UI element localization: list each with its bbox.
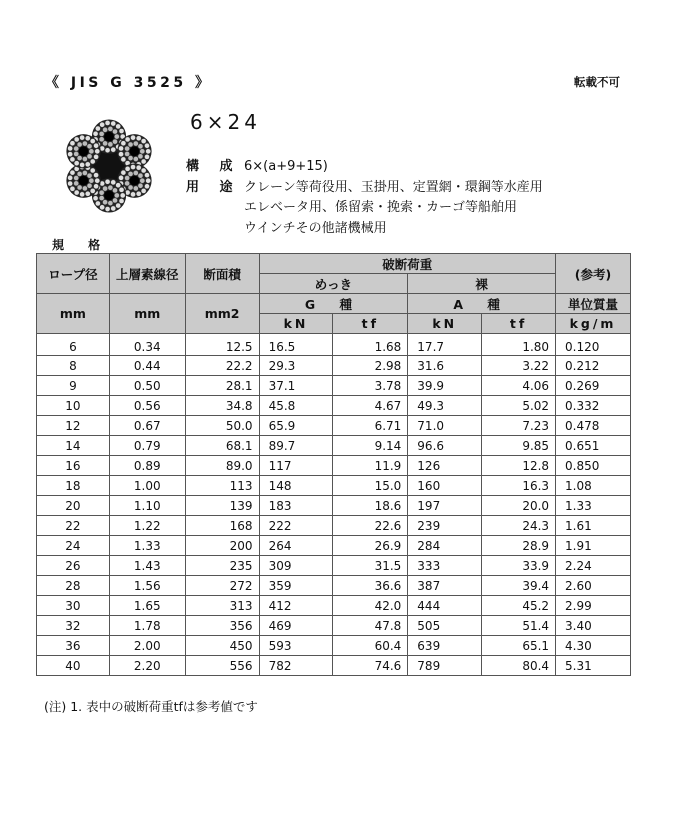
area-cell: 28.1 xyxy=(185,376,259,396)
galv-tf-cell: 42.0 xyxy=(333,596,408,616)
unit-mass-cell: 0.269 xyxy=(556,376,631,396)
wire-dia-header: 上層素線径 xyxy=(109,254,185,294)
area-cell: 556 xyxy=(185,656,259,676)
galv-kn-cell: 65.9 xyxy=(259,416,333,436)
bare-kn-cell: 31.6 xyxy=(408,356,482,376)
unit-mass-cell: 0.212 xyxy=(556,356,631,376)
table-row xyxy=(37,536,631,556)
unit-mass-cell: 1.61 xyxy=(556,516,631,536)
galv-kn-cell: 469 xyxy=(259,616,333,636)
bare-tf-cell: 51.4 xyxy=(482,616,556,636)
unit-mass-cell: 0.332 xyxy=(556,396,631,416)
area-cell: 22.2 xyxy=(185,356,259,376)
table-row xyxy=(37,516,631,536)
rope-dia-cell: 36 xyxy=(37,636,110,656)
usage-line: エレベータ用、係留索・挽索・カーゴ等船舶用 xyxy=(244,200,518,215)
wire-dia-cell: 0.67 xyxy=(109,416,185,436)
area-cell: 68.1 xyxy=(185,436,259,456)
ref-header: (参考) xyxy=(556,254,631,294)
rope-dia-cell: 8 xyxy=(37,356,110,376)
galv-kn-cell: 309 xyxy=(259,556,333,576)
galv-kn-cell: 412 xyxy=(259,596,333,616)
bare-tf-cell: 7.23 xyxy=(482,416,556,436)
section-label: 規 格 xyxy=(52,238,111,252)
bare-kn-cell: 17.7 xyxy=(408,334,482,356)
area-cell: 89.0 xyxy=(185,456,259,476)
area-cell: 200 xyxy=(185,536,259,556)
composition-label: 構 成 xyxy=(186,159,241,174)
area-cell: 313 xyxy=(185,596,259,616)
table-row xyxy=(37,576,631,596)
bare-tf-cell: 39.4 xyxy=(482,576,556,596)
rope-dia-cell: 20 xyxy=(37,496,110,516)
kn-header: kN xyxy=(408,314,482,334)
rope-dia-cell: 12 xyxy=(37,416,110,436)
galv-kn-cell: 16.5 xyxy=(259,334,333,356)
usage-line: ウインチその他諸機械用 xyxy=(244,221,387,236)
usage-label: 用 途 xyxy=(186,180,241,195)
galv-kn-cell: 117 xyxy=(259,456,333,476)
wire-dia-cell: 0.34 xyxy=(109,334,185,356)
bare-kn-cell: 239 xyxy=(408,516,482,536)
galv-tf-cell: 1.68 xyxy=(333,334,408,356)
table-row xyxy=(37,496,631,516)
kn-header: kN xyxy=(259,314,333,334)
header-row xyxy=(37,294,631,314)
table-row xyxy=(37,376,631,396)
area-cell: 272 xyxy=(185,576,259,596)
rope-dia-cell: 30 xyxy=(37,596,110,616)
breaking-load-header: 破断荷重 xyxy=(259,254,555,274)
galv-kn-cell: 359 xyxy=(259,576,333,596)
table-row xyxy=(37,476,631,496)
galv-tf-cell: 47.8 xyxy=(333,616,408,636)
table-row xyxy=(37,356,631,376)
galv-tf-cell: 74.6 xyxy=(333,656,408,676)
bare-kn-cell: 639 xyxy=(408,636,482,656)
rope-dia-cell: 28 xyxy=(37,576,110,596)
wire-dia-cell: 0.89 xyxy=(109,456,185,476)
unit-mass-cell: 0.478 xyxy=(556,416,631,436)
bare-kn-cell: 160 xyxy=(408,476,482,496)
bare-kn-cell: 789 xyxy=(408,656,482,676)
tf-header: tf xyxy=(482,314,556,334)
unit-mass-cell: 1.91 xyxy=(556,536,631,556)
rope-dia-cell: 24 xyxy=(37,536,110,556)
galv-kn-cell: 782 xyxy=(259,656,333,676)
wire-dia-cell: 1.78 xyxy=(109,616,185,636)
rope-dia-cell: 16 xyxy=(37,456,110,476)
table-row xyxy=(37,616,631,636)
unit-mass-cell: 2.24 xyxy=(556,556,631,576)
composition-value: 6×(a+9+15) xyxy=(244,159,328,174)
table-row xyxy=(37,436,631,456)
bare-kn-cell: 444 xyxy=(408,596,482,616)
galv-grade-header: G 種 xyxy=(259,294,408,314)
galv-tf-cell: 6.71 xyxy=(333,416,408,436)
usage-line: クレーン等荷役用、玉掛用、定置網・環鋼等水産用 xyxy=(244,180,543,195)
galv-tf-cell: 36.6 xyxy=(333,576,408,596)
unit-mass-cell: 4.30 xyxy=(556,636,631,656)
galv-tf-cell: 18.6 xyxy=(333,496,408,516)
bare-tf-cell: 12.8 xyxy=(482,456,556,476)
rope-dia-cell: 40 xyxy=(37,656,110,676)
bare-kn-cell: 71.0 xyxy=(408,416,482,436)
table-row xyxy=(37,656,631,676)
galv-kn-cell: 29.3 xyxy=(259,356,333,376)
bare-tf-cell: 3.22 xyxy=(482,356,556,376)
wire-dia-cell: 1.33 xyxy=(109,536,185,556)
rope-dia-cell: 9 xyxy=(37,376,110,396)
galv-tf-cell: 60.4 xyxy=(333,636,408,656)
table-row xyxy=(37,456,631,476)
wire-dia-cell: 0.79 xyxy=(109,436,185,456)
composition-row xyxy=(186,155,328,174)
area-cell: 139 xyxy=(185,496,259,516)
table-row xyxy=(37,416,631,436)
wire-dia-cell: 1.22 xyxy=(109,516,185,536)
wire-rope-cross-section-icon xyxy=(60,117,158,215)
unit-mass-cell: 2.60 xyxy=(556,576,631,596)
table-row xyxy=(37,334,631,356)
galv-header: めっき xyxy=(259,274,408,294)
bare-kn-cell: 505 xyxy=(408,616,482,636)
bare-tf-cell: 33.9 xyxy=(482,556,556,576)
rope-dia-cell: 26 xyxy=(37,556,110,576)
wire-dia-cell: 1.10 xyxy=(109,496,185,516)
tf-header: tf xyxy=(333,314,408,334)
bare-kn-cell: 96.6 xyxy=(408,436,482,456)
galv-kn-cell: 148 xyxy=(259,476,333,496)
bare-tf-cell: 80.4 xyxy=(482,656,556,676)
galv-kn-cell: 183 xyxy=(259,496,333,516)
galv-tf-cell: 15.0 xyxy=(333,476,408,496)
area-header: 断面積 xyxy=(185,254,259,294)
wire-dia-unit-header: mm xyxy=(109,294,185,334)
galv-tf-cell: 22.6 xyxy=(333,516,408,536)
bare-header: 裸 xyxy=(408,274,556,294)
area-cell: 113 xyxy=(185,476,259,496)
bare-grade-header: A 種 xyxy=(408,294,556,314)
wire-dia-cell: 2.00 xyxy=(109,636,185,656)
area-cell: 12.5 xyxy=(185,334,259,356)
galv-kn-cell: 89.7 xyxy=(259,436,333,456)
area-cell: 356 xyxy=(185,616,259,636)
area-cell: 168 xyxy=(185,516,259,536)
table-row xyxy=(37,596,631,616)
bare-kn-cell: 284 xyxy=(408,536,482,556)
unit-mass-cell: 1.33 xyxy=(556,496,631,516)
table-row xyxy=(37,556,631,576)
unit-mass-cell: 2.99 xyxy=(556,596,631,616)
area-cell: 50.0 xyxy=(185,416,259,436)
rope-spec-table xyxy=(36,253,631,676)
rope-dia-cell: 32 xyxy=(37,616,110,636)
bare-kn-cell: 333 xyxy=(408,556,482,576)
bare-tf-cell: 16.3 xyxy=(482,476,556,496)
galv-tf-cell: 9.14 xyxy=(333,436,408,456)
area-cell: 235 xyxy=(185,556,259,576)
galv-tf-cell: 4.67 xyxy=(333,396,408,416)
no-reprint-notice: 転載不可 xyxy=(574,75,620,89)
unit-mass-header: 単位質量 xyxy=(556,294,631,314)
wire-dia-cell: 1.43 xyxy=(109,556,185,576)
area-cell: 450 xyxy=(185,636,259,656)
area-unit-header: mm2 xyxy=(185,294,259,334)
unit-mass-cell: 5.31 xyxy=(556,656,631,676)
rope-dia-unit-header: mm xyxy=(37,294,110,334)
header-row xyxy=(37,254,631,274)
galv-kn-cell: 37.1 xyxy=(259,376,333,396)
bare-kn-cell: 197 xyxy=(408,496,482,516)
wire-dia-cell: 2.20 xyxy=(109,656,185,676)
rope-dia-header: ロープ径 xyxy=(37,254,110,294)
table-row xyxy=(37,396,631,416)
rope-dia-cell: 10 xyxy=(37,396,110,416)
unit-mass-cell: 1.08 xyxy=(556,476,631,496)
bare-kn-cell: 49.3 xyxy=(408,396,482,416)
galv-kn-cell: 222 xyxy=(259,516,333,536)
bare-tf-cell: 9.85 xyxy=(482,436,556,456)
wire-dia-cell: 0.56 xyxy=(109,396,185,416)
wire-dia-cell: 0.44 xyxy=(109,356,185,376)
unit-mass-cell: 0.850 xyxy=(556,456,631,476)
galv-kn-cell: 264 xyxy=(259,536,333,556)
galv-tf-cell: 11.9 xyxy=(333,456,408,476)
usage-row xyxy=(186,176,543,195)
bare-tf-cell: 24.3 xyxy=(482,516,556,536)
bare-kn-cell: 387 xyxy=(408,576,482,596)
unit-mass-cell: 0.651 xyxy=(556,436,631,456)
area-cell: 34.8 xyxy=(185,396,259,416)
bare-tf-cell: 5.02 xyxy=(482,396,556,416)
rope-dia-cell: 6 xyxy=(37,334,110,356)
wire-dia-cell: 0.50 xyxy=(109,376,185,396)
bare-kn-cell: 39.9 xyxy=(408,376,482,396)
galv-tf-cell: 31.5 xyxy=(333,556,408,576)
unit-mass-unit-header: kg/m xyxy=(556,314,631,334)
unit-mass-cell: 0.120 xyxy=(556,334,631,356)
rope-dia-cell: 14 xyxy=(37,436,110,456)
galv-tf-cell: 2.98 xyxy=(333,356,408,376)
table-row xyxy=(37,636,631,656)
rope-construction-title: 6×24 xyxy=(190,110,261,134)
standard-title: 《 JIS G 3525 》 xyxy=(45,75,213,91)
bare-tf-cell: 45.2 xyxy=(482,596,556,616)
galv-kn-cell: 593 xyxy=(259,636,333,656)
wire-dia-cell: 1.56 xyxy=(109,576,185,596)
wire-dia-cell: 1.00 xyxy=(109,476,185,496)
wire-dia-cell: 1.65 xyxy=(109,596,185,616)
bare-tf-cell: 20.0 xyxy=(482,496,556,516)
rope-dia-cell: 18 xyxy=(37,476,110,496)
bare-kn-cell: 126 xyxy=(408,456,482,476)
footnote: (注) 1. 表中の破断荷重tfは参考値です xyxy=(44,699,258,714)
galv-tf-cell: 3.78 xyxy=(333,376,408,396)
unit-mass-cell: 3.40 xyxy=(556,616,631,636)
rope-dia-cell: 22 xyxy=(37,516,110,536)
bare-tf-cell: 4.06 xyxy=(482,376,556,396)
galv-kn-cell: 45.8 xyxy=(259,396,333,416)
galv-tf-cell: 26.9 xyxy=(333,536,408,556)
bare-tf-cell: 1.80 xyxy=(482,334,556,356)
bare-tf-cell: 28.9 xyxy=(482,536,556,556)
bare-tf-cell: 65.1 xyxy=(482,636,556,656)
